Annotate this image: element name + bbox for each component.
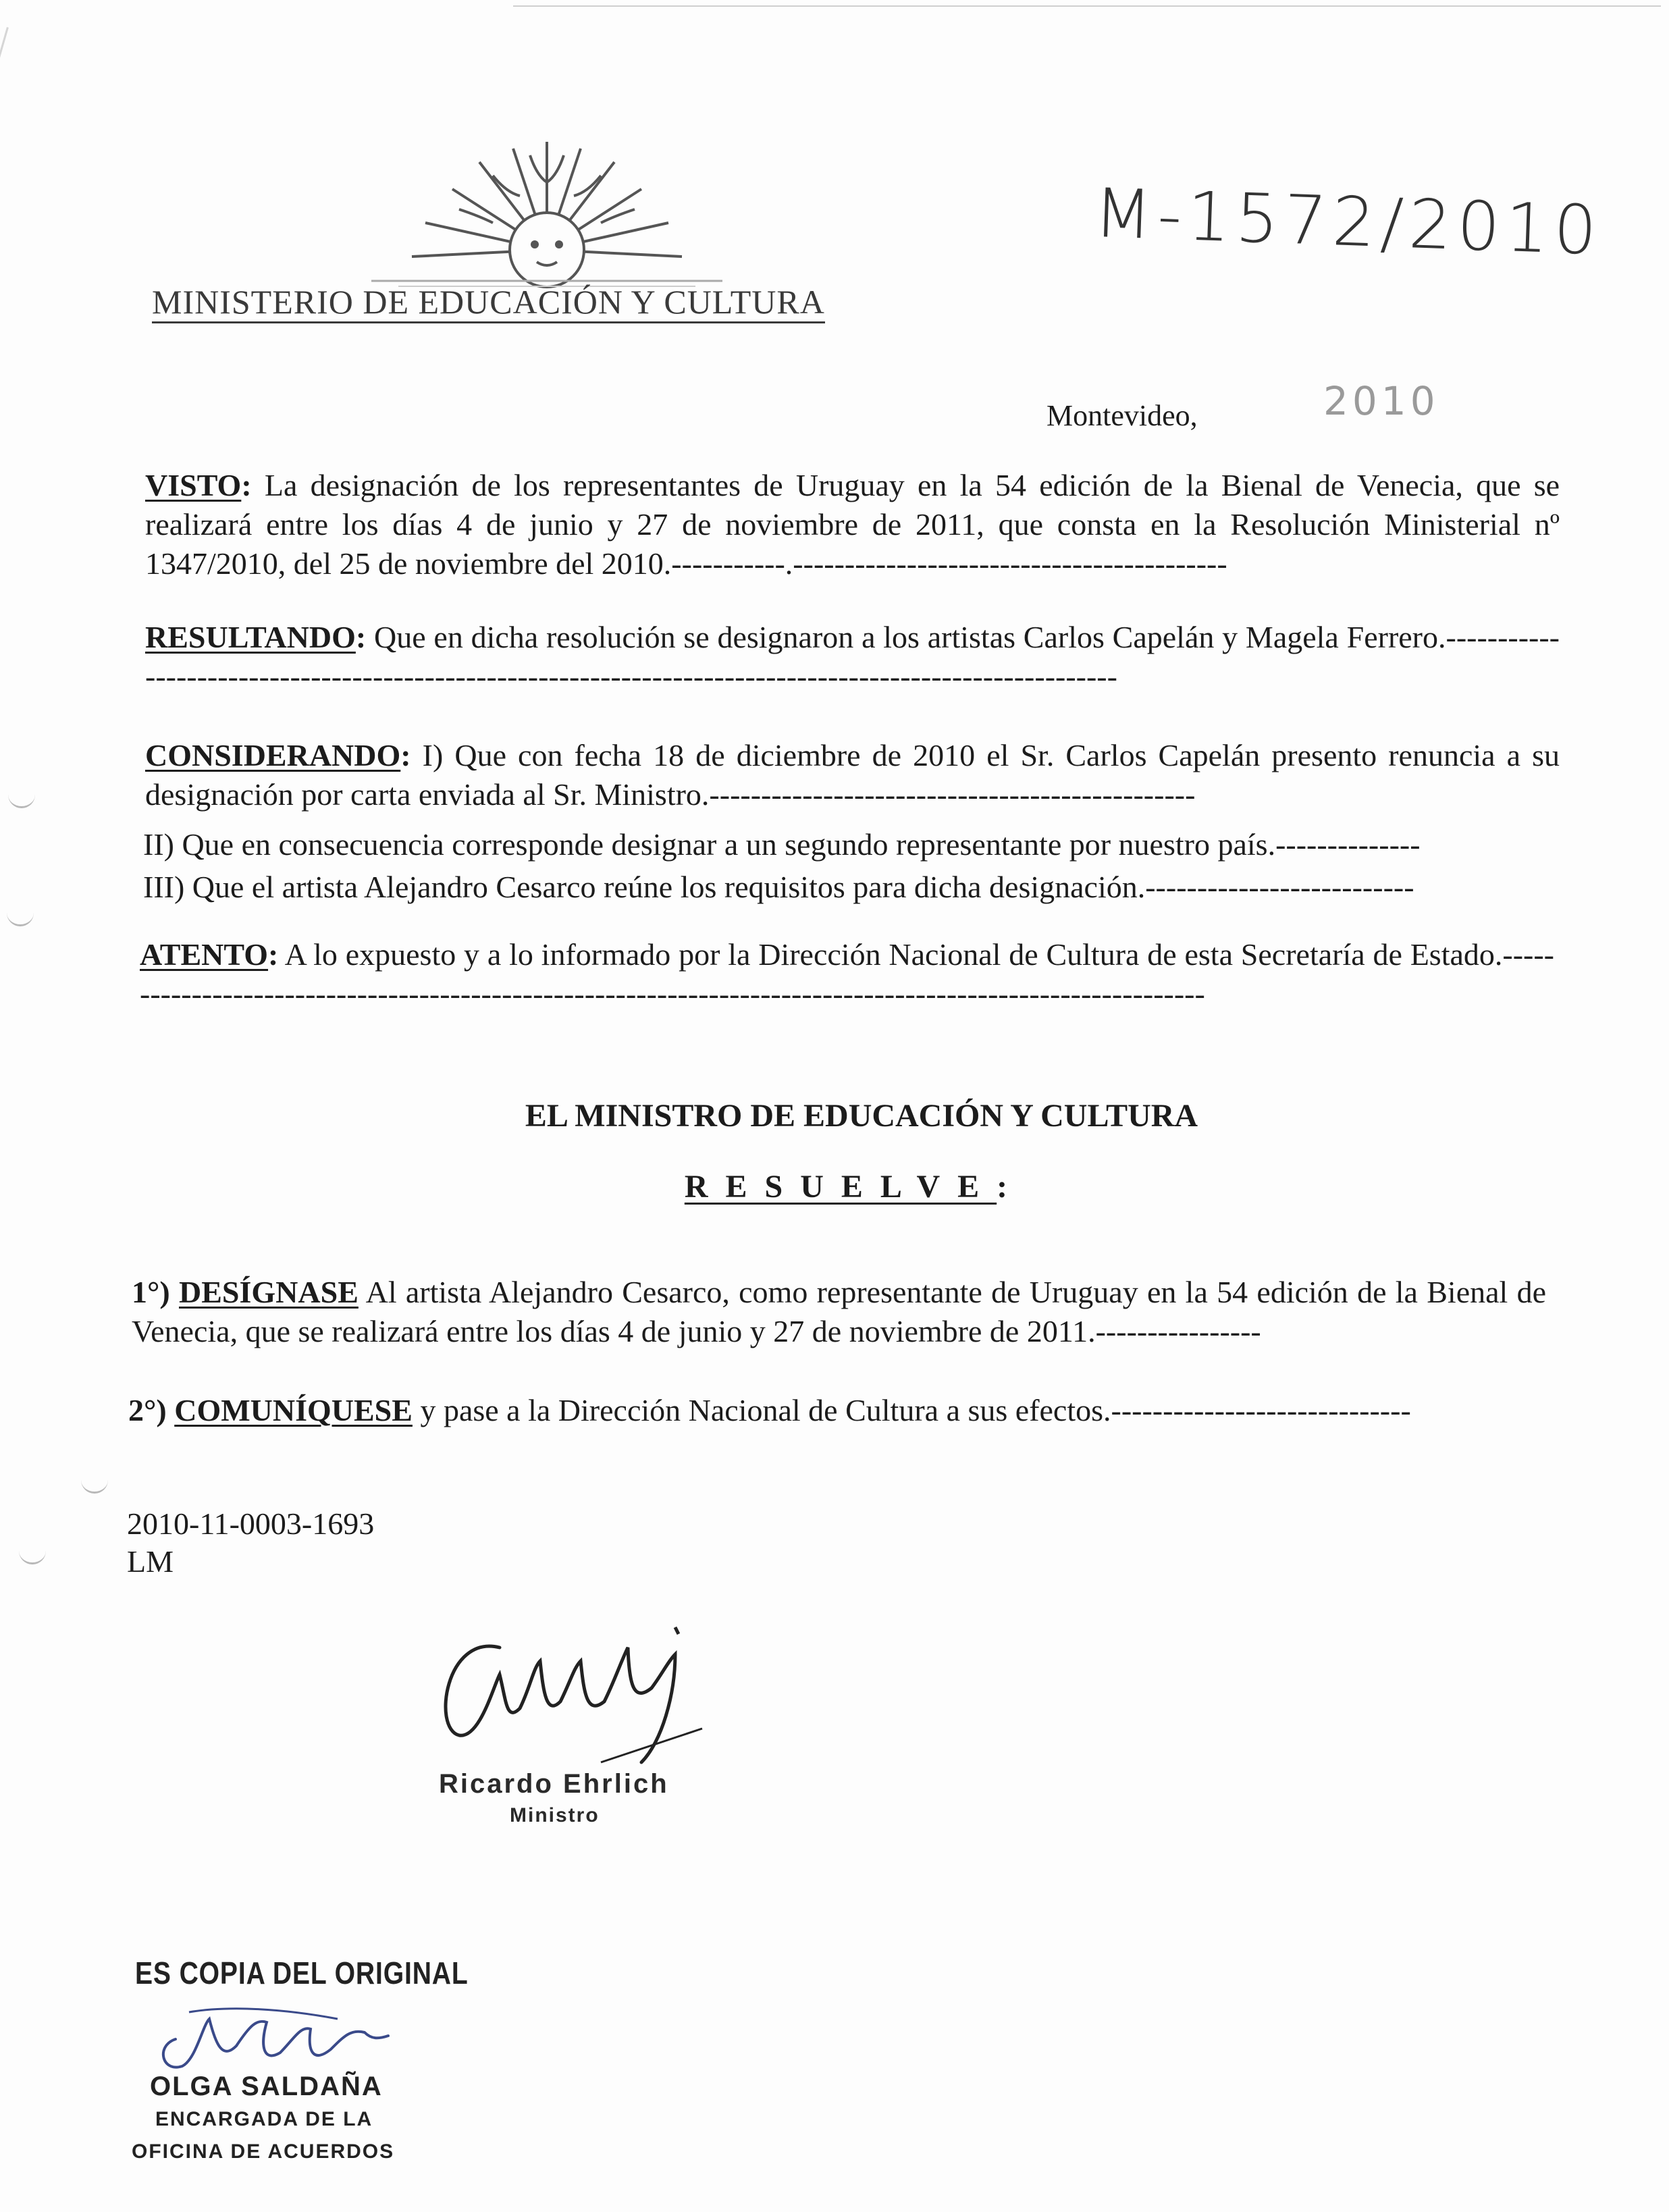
considerando-line-2: II) Que en consecuencia corresponde designar a un segundo representante por nuestro país.-------------- (143, 827, 1421, 862)
considerando-line-3: III) Que el artista Alejandro Cesarco reúne los requisitos para dicha designación.-------------------------- (143, 870, 1414, 904)
reference-code: 2010-11-0003-1693 (127, 1506, 375, 1541)
resuelve-heading (20, 1168, 1669, 1205)
sun-emblem-icon (358, 128, 736, 290)
punch-hole-mark (19, 1546, 46, 1564)
place-label: Montevideo, (1047, 399, 1198, 432)
date-stamp: 2010 (1323, 378, 1439, 424)
scan-fold-line (0, 27, 9, 391)
copy-signer-role-line-1: ENCARGADA DE LA (155, 2108, 373, 2130)
visto-text: La designación de los representantes de Uruguay en la 54 edición de la Bienal de Venecia, que se realizará entre los días 4 de junio y 27 de noviembre de 2011, que consta en la Resolución Ministerial nº 1347/2010, del 25 de noviembre del 2010.-----------.------------------------------------------ (145, 468, 1560, 581)
item-2-paragraph (128, 1391, 1543, 1430)
item-1-text: Al artista Alejandro Cesarco, como representante de Uruguay en la 54 edición de la Bienal de Venecia, que se realizará entre los días 4 de junio y 27 de noviembre de 2011.---------------- (132, 1275, 1547, 1348)
considerando-line-1: I) Que con fecha 18 de diciembre de 2010 el Sr. Carlos Capelán presento renuncia a su designación por carta enviada al Sr. Ministro.----------------------------------------------- (145, 738, 1560, 812)
ministry-letterhead: MINISTERIO DE EDUCACIÓN Y CULTURA (152, 282, 825, 323)
handwritten-file-number: M-1572/2010 (1092, 173, 1604, 271)
resultando-label: RESULTANDO (145, 620, 356, 654)
resuelve-colon: : (997, 1169, 1026, 1205)
visto-paragraph: VISTO: La designación de los representantes de Uruguay en la 54 edición de la Bienal de Venecia, que se realizará entre los días 4 de junio y 27 de noviembre de 2011, que consta en la Resolución Ministerial nº 1347/2010, del 25 de noviembre del 2010.-----------.------------------------------------------ (145, 468, 1560, 581)
item-2-text: y pase a la Dirección Nacional de Cultura a sus efectos.----------------------------- (420, 1393, 1411, 1427)
minister-signature-icon (419, 1607, 729, 1769)
punch-hole-mark (81, 1475, 108, 1494)
resultando-text: Que en dicha resolución se designaron a los artistas Carlos Capelán y Magela Ferrero.--------------------------------------------------------------------------------------------------------- (145, 620, 1560, 693)
resuelve-word: RESUELVE (684, 1169, 997, 1205)
considerando-paragraph: CONSIDERANDO: I) Que con fecha 18 de diciembre de 2010 el Sr. Carlos Capelán presento renuncia a su designación por carta enviada al Sr. Ministro.----------------------------------------------- (145, 738, 1560, 812)
copy-signer-role-line-2: OFICINA DE ACUERDOS (132, 2140, 395, 2163)
item-1-number: 1°) (132, 1275, 170, 1309)
item-1-paragraph (132, 1273, 1546, 1351)
copy-signer-name: OLGA SALDAÑA (150, 2072, 383, 2101)
atento-text: A lo expuesto y a lo informado por la Dirección Nacional de Cultura de esta Secretaría de Estado.------------------------------------------------------------------------------------------------------------ (140, 937, 1554, 1011)
minister-role: Ministro (510, 1804, 600, 1826)
atento-paragraph: ATENTO: A lo expuesto y a lo informado por la Dirección Nacional de Cultura de esta Secretaría de Estado.------------------------------------------------------------------------------------------------------------ (140, 937, 1554, 1011)
item-2-number: 2°) (128, 1393, 167, 1427)
copy-stamp-title: ES COPIA DEL ORIGINAL (135, 1955, 469, 1991)
item-1-label: DESÍGNASE (179, 1275, 359, 1309)
resolution-title: EL MINISTRO DE EDUCACIÓN Y CULTURA (525, 1098, 1198, 1134)
considerando-label: CONSIDERANDO (145, 738, 401, 772)
item-2-label: COMUNÍQUESE (174, 1393, 413, 1427)
atento-label: ATENTO (140, 937, 269, 972)
scan-edge-line (513, 5, 1661, 7)
resultando-paragraph: RESULTANDO: Que en dicha resolución se designaron a los artistas Carlos Capelán y Magela Ferrero.--------------------------------------------------------------------------------------------------------- (145, 620, 1560, 693)
punch-hole-mark (8, 790, 35, 808)
punch-hole-mark (7, 908, 34, 926)
reference-initials: LM (127, 1544, 174, 1579)
minister-name: Ricardo Ehrlich (439, 1769, 669, 1799)
visto-label: VISTO (145, 468, 242, 502)
